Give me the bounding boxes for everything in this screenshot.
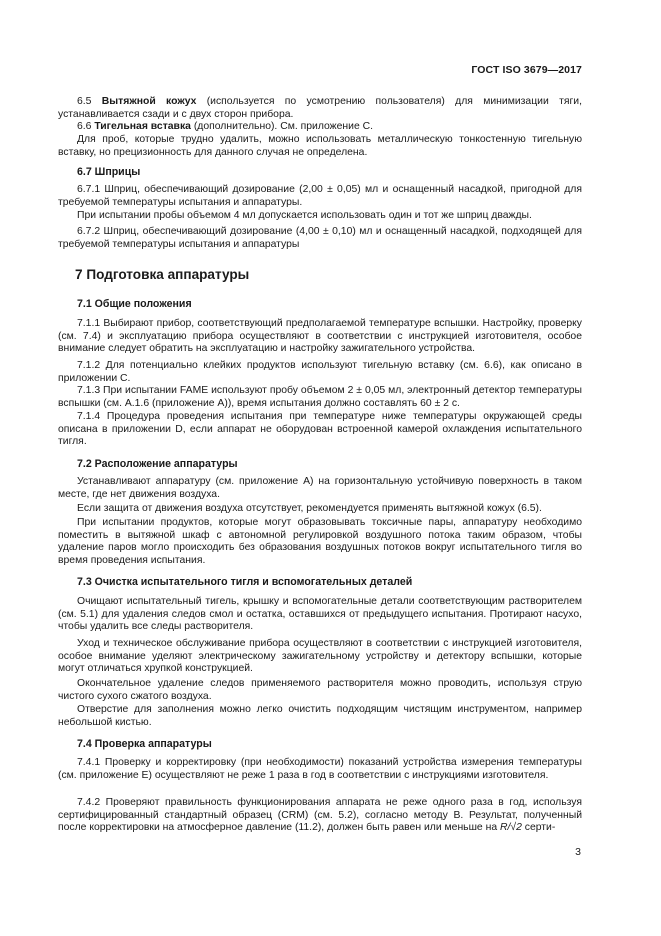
document-standard-header: ГОСТ ISO 3679—2017 xyxy=(471,64,582,76)
paragraph: Окончательное удаление следов применяемого растворителя можно проводить, используя струю чистого сухого сжатого воздуха. xyxy=(58,678,582,702)
paragraph: 6.7.1 Шприц, обеспечивающий дозирование (2,00 ± 0,05) мл и оснащенный насадкой, пригодной для требуемой температуры испытания и аппаратуры. xyxy=(58,184,582,208)
paragraph: Если защита от движения воздуха отсутствует, рекомендуется применять вытяжной кожух (6.5). xyxy=(77,503,542,514)
section-heading-7: 7 Подготовка аппаратуры xyxy=(75,267,250,282)
section-heading-7-3: 7.3 Очистка испытательного тигля и вспомогательных деталей xyxy=(77,576,413,588)
paragraph: При испытании пробы объемом 4 мл допускается использовать один и тот же шприц дважды. xyxy=(77,210,532,221)
section-heading-6-7: 6.7 Шприцы xyxy=(77,166,141,178)
paragraph-text: 7.4.2 Проверяют правильность функционирования аппарата не реже одного раза в год, используя сертифицированный стандартный образец (CRM) (см. 5.2), согласно методу В. Результат, полученный после корректировки на атмосферное давление (11.2), должен быть равен или меньше на xyxy=(58,797,582,834)
section-heading-7-2: 7.2 Расположение аппаратуры xyxy=(77,458,238,470)
clause-text: (используется по усмотрению пользователя) для минимизации тяги, устанавливается сзади и с двух сторон прибора. xyxy=(58,96,582,120)
clause-number: 6.5 xyxy=(77,96,102,107)
paragraph: 6.7.2 Шприц, обеспечивающий дозирование (4,00 ± 0,10) мл и оснащенный насадкой, подходящей для требуемой температуры испытания и аппаратуры xyxy=(58,226,582,250)
paragraph-text-end: серти- xyxy=(521,822,556,834)
clause-term: Тигельная вставка xyxy=(94,121,191,132)
paragraph: 7.1.1 Выбирают прибор, соответствующий предполагаемой температуре вспышки. Настройку, проверку (см. 7.4) и эксплуатацию прибора осуществляют в соответствии с инструкцией изготовителя, особое внимание следует обратить на эксплуатацию и настройку зажигательного устройства. xyxy=(58,318,582,355)
paragraph: Очищают испытательный тигель, крышку и вспомогательные детали соответствующим растворителем (см. 5.1) для удаления следов смол и остатка, оставшихся от предыдущего испытания. Протирают насухо, чтобы удалить все следы растворителя. xyxy=(58,596,582,633)
page-number: 3 xyxy=(575,846,581,858)
paragraph: Для проб, которые трудно удалить, можно использовать металлическую тонкостенную тигельную вставку, но прецизионность для данного случая не определена. xyxy=(58,134,582,158)
clause-number: 6.6 xyxy=(77,121,95,132)
paragraph: 7.1.3 При испытании FAME используют пробу объемом 2 ± 0,05 мл, электронный детектор температуры вспышки (см. А.1.6 (приложение А)), время испытания должно составлять 60 ± 2 с. xyxy=(58,385,582,409)
clause-term: Вытяжной кожух xyxy=(101,96,197,107)
paragraph: 7.1.4 Процедура проведения испытания при температуре ниже температуры окружающей среды описана в приложении D, если аппарат не оборудован встроенной камерой охлаждения испытательного тигля. xyxy=(58,411,582,448)
clause-text: (дополнительно). См. приложение С. xyxy=(190,121,374,132)
paragraph: Устанавливают аппаратуру (см. приложение А) на горизонтальную устойчивую поверхность в таком месте, где нет движения воздуха. xyxy=(58,476,582,500)
paragraph: При испытании продуктов, которые могут образовывать токсичные пары, аппаратуру необходимо поместить в вытяжной шкаф с автономной регулировкой воздушного потока таким образом, чтобы удаление паров могло происходить без образования воздушных потоков вокруг испытательного тигля во время проведения испытания. xyxy=(58,517,582,566)
paragraph: Отверстие для заполнения можно легко очистить подходящим чистящим инструментом, например небольшой кистью. xyxy=(58,704,582,728)
math-expression: R/√2 xyxy=(500,822,522,834)
section-heading-7-1: 7.1 Общие положения xyxy=(77,298,192,310)
paragraph: Уход и техническое обслуживание прибора осуществляют в соответствии с инструкцией изготовителя, особое внимание уделяют электрическому зажигательному устройству и детектору вспышки, которые могут отличаться хрупкой конструкцией. xyxy=(58,638,582,675)
clause-6-5 xyxy=(58,96,582,121)
paragraph: 7.1.2 Для потенциально клейких продуктов используют тигельную вставку (см. 6.6), как описано в приложении С. xyxy=(58,360,582,384)
paragraph: 7.4.1 Проверку и корректировку (при необходимости) показаний устройства измерения температуры (см. приложение Е) осуществляют не реже 1 раза в год в соответствии с инструкциями изготовителя. xyxy=(58,757,582,781)
paragraph-7-4-2 xyxy=(58,797,582,835)
clause-6-6 xyxy=(58,121,582,134)
section-heading-7-4: 7.4 Проверка аппаратуры xyxy=(77,738,212,750)
